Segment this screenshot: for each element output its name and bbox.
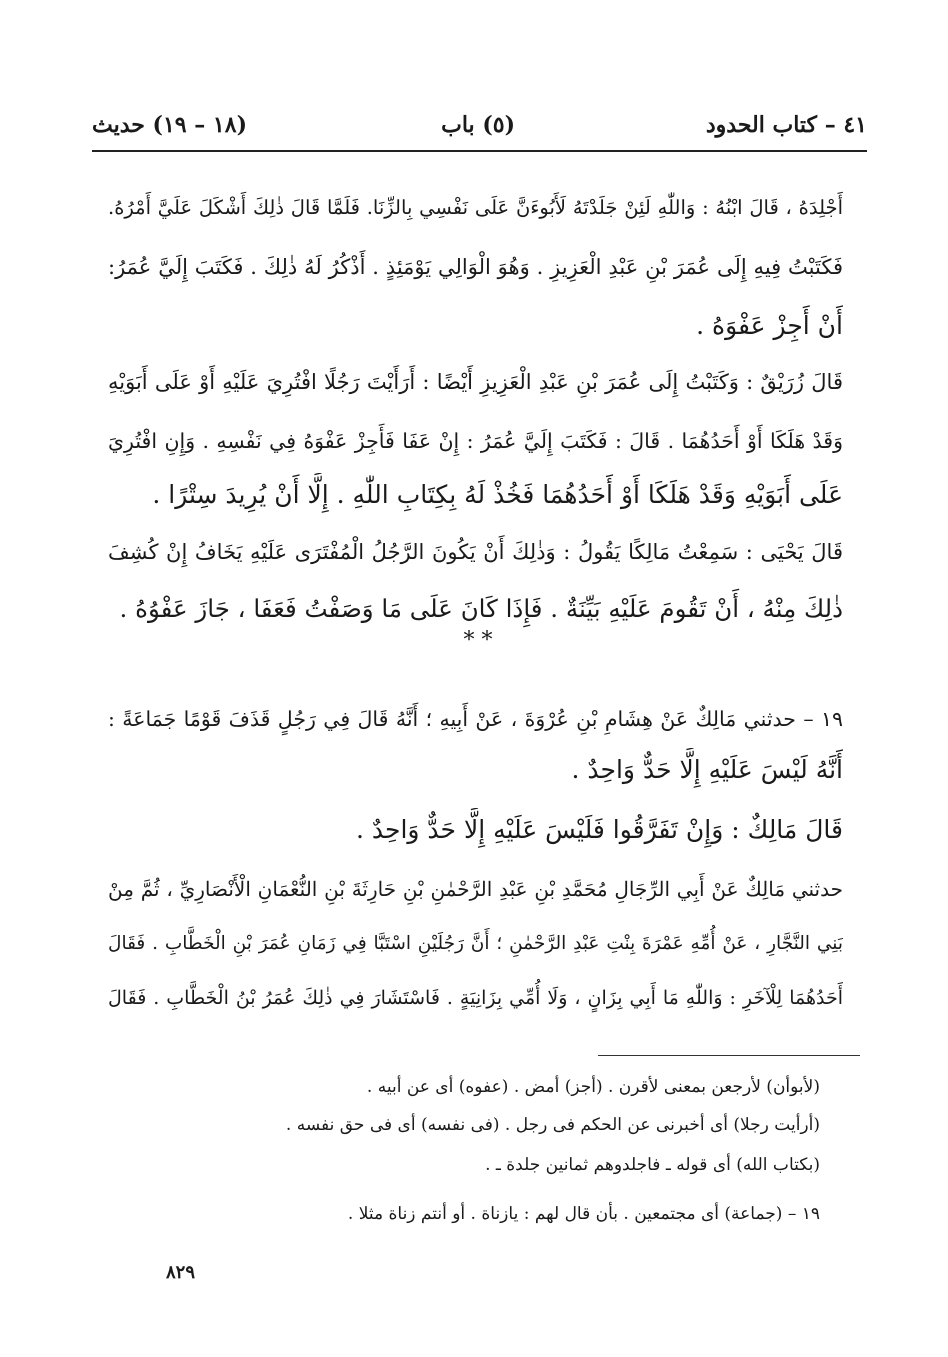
text-line: عَلَى أَبَوَيْهِ وَقَدْ هَلَكَا أَوْ أَحَدُهُمَا فَخُذْ لَهُ بِكِتَابِ اللّٰهِ . إِلَّا أَنْ يُرِيدَ سِتْرًا . bbox=[152, 480, 843, 509]
header-hadith-range: (١٨ – ١٩) حديث bbox=[92, 112, 247, 138]
page-number: ٨٢٩ bbox=[166, 1262, 196, 1283]
text-line: أَجْلِدَهُ ، قَالَ ابْنُهُ : وَاللّٰهِ لَئِنْ جَلَدْتَهُ لَأَبُوءَنَّ عَلَى نَفْسِي بِالزِّنَا. فَلَمَّا قَالَ ذٰلِكَ أَشْكَلَ عَلَيَّ أَمْرُهُ. bbox=[108, 196, 843, 219]
header-chapter: (٥) باب bbox=[441, 112, 515, 138]
footnote-divider bbox=[598, 1055, 860, 1056]
text-line: حدثني مَالِكٌ عَنْ أَبِي الرِّجَالِ مُحَمَّدِ بْنِ عَبْدِ الرَّحْمٰنِ بْنِ حَارِثَةَ بْنِ النُّعْمَانِ الْأَنْصَارِيِّ ، ثُمَّ مِنْ bbox=[108, 877, 843, 901]
text-line: قَالَ مَالِكٌ : وَإِنْ تَفَرَّقُوا فَلَيْسَ عَلَيْهِ إِلَّا حَدٌّ وَاحِدٌ . bbox=[355, 815, 843, 844]
footnote: (بكتاب الله) أى قوله ـ فاجلدوهم ثمانين جلدة ـ . bbox=[485, 1155, 820, 1175]
header-book-title: ٤١ – كتاب الحدود bbox=[705, 112, 867, 138]
text-line: وَقَدْ هَلَكَا أَوْ أَحَدُهُمَا . قَالَ : فَكَتَبَ إِلَيَّ عُمَرُ : إِنْ عَفَا فَأَجِزْ عَفْوَهُ فِي نَفْسِهِ . وَإِنِ افْتُرِيَ bbox=[108, 429, 843, 453]
text-line: ذٰلِكَ مِنْهُ ، أَنْ تَقُومَ عَلَيْهِ بَيِّنَةٌ . فَإِذَا كَانَ عَلَى مَا وَصَفْتُ فَعَفَا ، جَازَ عَفْوُهُ . bbox=[119, 594, 843, 623]
text-line: أَنْ أَجِزْ عَفْوَهُ . bbox=[696, 311, 843, 340]
footnote: (لأبوأن) لأرجعن بمعنى لأقرن . (أجز) أمض . (عفوه) أى عن أبيه . bbox=[366, 1077, 820, 1097]
text-line: ١٩ – حدثني مَالِكٌ عَنْ هِشَامِ بْنِ عُرْوَةَ ، عَنْ أَبِيهِ ؛ أَنَّهُ قَالَ فِي رَجُلٍ قَذَفَ قَوْمًا جَمَاعَةً : bbox=[108, 707, 843, 731]
footnote: (أرأيت رجلا) أى أخبرنى عن الحكم فى رجل . (فى نفسه) أى فى حق نفسه . bbox=[285, 1115, 820, 1135]
section-separator: * * bbox=[463, 628, 493, 653]
running-header bbox=[92, 108, 867, 148]
text-line: قَالَ يَحْيَى : سَمِعْتُ مَالِكًا يَقُولُ : وَذٰلِكَ أَنْ يَكُونَ الرَّجُلُ الْمُفْتَرَى عَلَيْهِ يَخَافُ إِنْ كُشِفَ bbox=[108, 540, 843, 564]
header-divider bbox=[92, 150, 867, 152]
text-line: فَكَتَبْتُ فِيهِ إِلَى عُمَرَ بْنِ عَبْدِ الْعَزِيزِ . وَهُوَ الْوَالِي يَوْمَئِذٍ . أَذْكُرُ لَهُ ذٰلِكَ . فَكَتَبَ إِلَيَّ عُمَرُ: bbox=[108, 255, 843, 279]
footnote: ١٩ – (جماعة) أى مجتمعين . بأن قال لهم : يازناة . أو أنتم زناة مثلا . bbox=[347, 1204, 820, 1224]
text-line: أَنَّهُ لَيْسَ عَلَيْهِ إِلَّا حَدٌّ وَاحِدٌ . bbox=[571, 755, 843, 784]
text-line: بَنِي النَّجَّارِ ، عَنْ أُمِّهِ عَمْرَةَ بِنْتِ عَبْدِ الرَّحْمٰنِ ؛ أَنَّ رَجُلَيْنِ اسْتَبَّا فِي زَمَانِ عُمَرَ بْنِ الْخَطَّابِ . فَقَالَ bbox=[108, 933, 843, 954]
text-line: أَحَدُهُمَا لِلْآخَرِ : وَاللّٰهِ مَا أَبِي بِزَانٍ ، وَلَا أُمِّي بِزَانِيَةٍ . فَاسْتَشَارَ فِي ذٰلِكَ عُمَرُ بْنُ الْخَطَّابِ . فَقَالَ bbox=[108, 987, 843, 1009]
text-line: قَالَ زُرَيْقٌ : وَكَتَبْتُ إِلَى عُمَرَ بْنِ عَبْدِ الْعَزِيزِ أَيْضًا : أَرَأَيْتَ رَجُلًا افْتُرِيَ عَلَيْهِ أَوْ عَلَى أَبَوَيْهِ bbox=[108, 370, 843, 394]
